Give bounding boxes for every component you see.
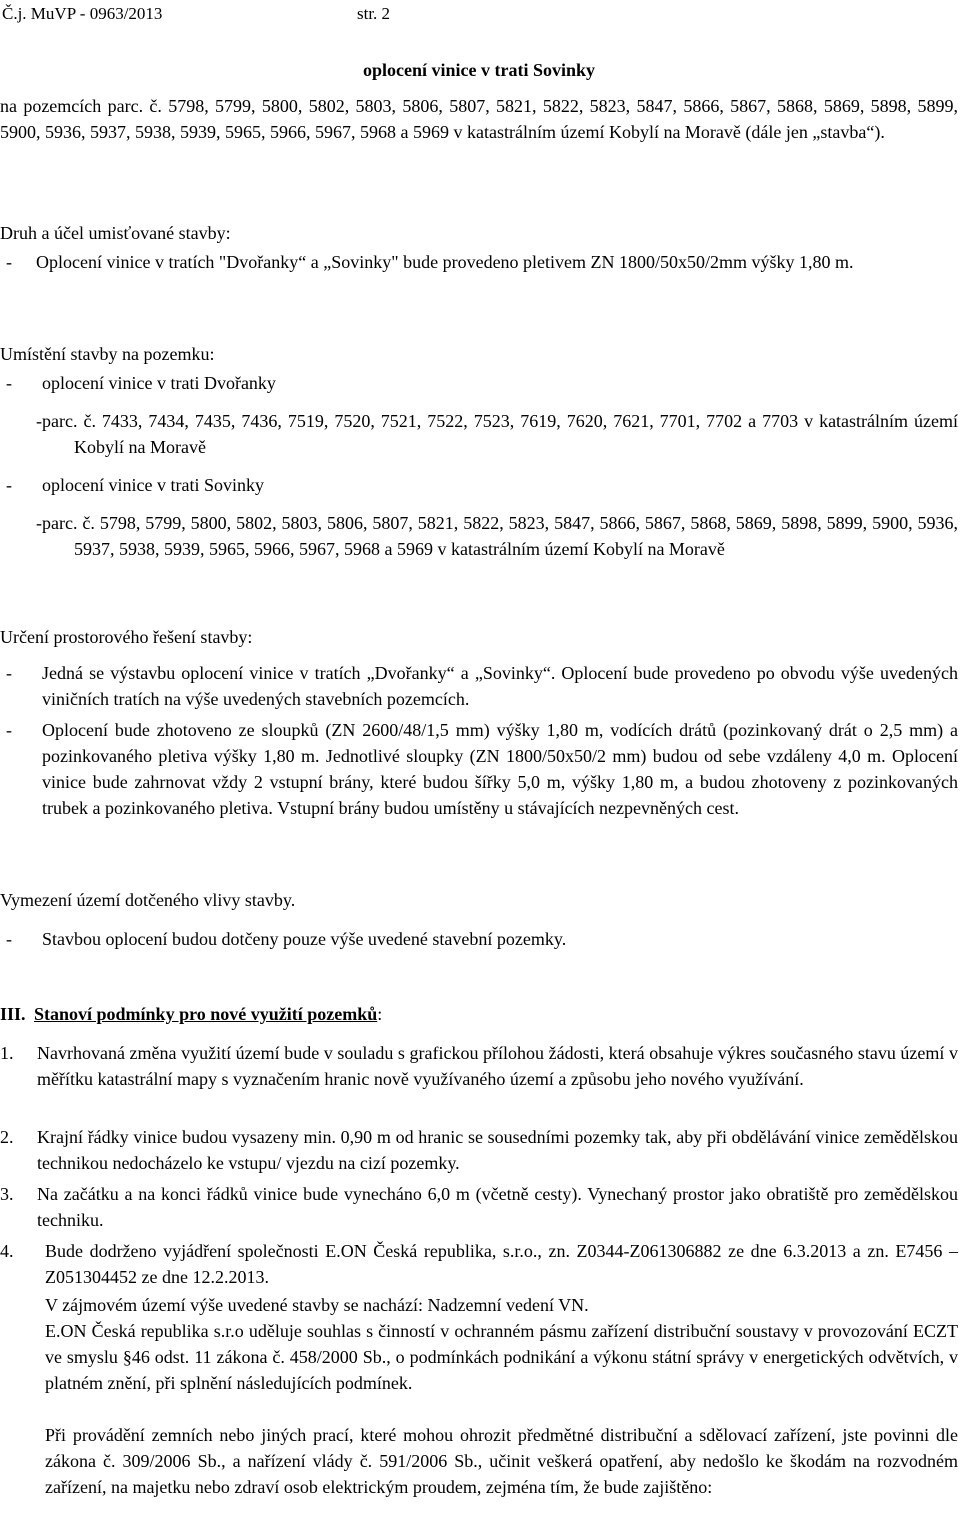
condition-number: 3. (0, 1184, 14, 1204)
condition-4-p1-text: V zájmovém území výše uvedené stavby se nachází: Nadzemní vedení VN. (45, 1295, 589, 1315)
umisteni-item-sovinky-text: oplocení vinice v trati Sovinky (42, 475, 264, 495)
condition-number: 1. (0, 1043, 14, 1063)
bullet-dash: - (6, 720, 12, 740)
urceni-item-2-text: Oplocení bude zhotoveno ze sloupků (ZN 2600/48/1,5 mm) výšky 1,80 m, vodících drátů (pozinkovaný drát o 2,5 mm) a pozinkovaného pletiva výšky 1,80 m. Jednotlivé sloupky (ZN 1800/50x50/2 mm) budou od sebe vzdáleny 4,0 m. Oplocení vinice bude zahrnovat vždy 2 vstupní brány, které budou šířky 5,0 m, výšky 1,80 m, a budou zhotoveny z pozinkovaných trubek a pozinkovaného pletiva. Vstupní brány budou umístěny u stávajících nezpevněných cest. (42, 720, 958, 818)
bullet-dash: - (6, 373, 12, 393)
reference-number: Č.j. MuVP - 0963/2013 (2, 4, 163, 23)
bullet-dash: - (6, 663, 12, 683)
condition-text: Na začátku a na konci řádků vinice bude vynecháno 6,0 m (včetně cesty). Vynechaný prostor jako obratiště pro zemědělskou techniku. (37, 1184, 958, 1230)
bullet-dash: - (6, 475, 12, 495)
druh-item-text: Oplocení vinice v tratích "Dvořanky“ a „Sovinky" bude provedeno pletivem ZN 1800/50x50/2mm výšky 1,80 m. (36, 252, 854, 272)
intro-paragraph: na pozemcích parc. č. 5798, 5799, 5800, 5802, 5803, 5806, 5807, 5821, 5822, 5823, 5847, 5866, 5867, 5868, 5869, 5898, 5899, 5900, 5936, 5937, 5938, 5939, 5965, 5966, 5967, 5968 a 5969 v katastrálním území Kobylí na Moravě (dále jen „stavba“). (0, 96, 958, 142)
condition-text: Krajní řádky vinice budou vysazeny min. 0,90 m od hranic se sousedními pozemky tak, aby při obdělávání vinice zemědělskou technikou nedocházelo ke vstupu/ vjezdu na cizí pozemky. (37, 1127, 958, 1173)
umisteni-sub-sovinky-text: parc. č. 5798, 5799, 5800, 5802, 5803, 5806, 5807, 5821, 5822, 5823, 5847, 5866, 5867, 5868, 5869, 5898, 5899, 5900, 5936, 5937, 5938, 5939, 5965, 5966, 5967, 5968 a 5969 v katastrálním území Kobylí na Moravě (42, 513, 958, 559)
condition-number: 2. (0, 1127, 14, 1147)
section-roman-numeral: III. (0, 1004, 26, 1024)
condition-number: 4. (0, 1241, 14, 1261)
bullet-dash: - (6, 929, 12, 949)
section-iii-colon: : (377, 1004, 383, 1024)
section-iii-title: Stanoví podmínky pro nové využití pozemků (34, 1004, 378, 1024)
condition-4-p2-text: E.ON Česká republika s.r.o uděluje souhlas s činností v ochranném pásmu zařízení distribuční soustavy v provozování ECZT ve smyslu §46 odst. 11 zákona č. 458/2000 Sb., o podmínkách podnikání a výkonu státní správy v energetických odvětvích, v platném znění, při splnění následujících podmínek. (45, 1321, 958, 1393)
bullet-dash: - (6, 252, 12, 272)
urceni-item-1-text: Jedná se výstavbu oplocení vinice v tratích „Dvořanky“ a „Sovinky“. Oplocení bude provedeno po obvodu výše uvedených viničních tratích na výše uvedených stavebních pozemcích. (42, 663, 958, 709)
page-header (2, 2, 960, 26)
bullet-dash: - (36, 411, 42, 431)
section-title: oplocení vinice v trati Sovinky (362, 60, 595, 80)
condition-text: Bude dodrženo vyjádření společnosti E.ON Česká republika, s.r.o., zn. Z0344-Z061306882 ze dne 6.3.2013 a zn. E7456 – Z051304452 ze dne 12.2.2013. (45, 1241, 958, 1287)
druh-heading: Druh a účel umisťované stavby: (0, 223, 231, 243)
umisteni-item-dvorany-text: oplocení vinice v trati Dvořanky (42, 373, 276, 393)
condition-text: Navrhovaná změna využití území bude v souladu s grafickou přílohou žádosti, která obsahuje výkres současného stavu území v měřítku katastrální mapy s vyznačením hranic nově využívaného území a způsobu jeho nového využívání. (37, 1043, 958, 1089)
bullet-dash: - (36, 513, 42, 533)
condition-4-p3-text: Při provádění zemních nebo jiných prací, které mohou ohrozit předmětné distribuční a sdělovací zařízení, jste povinni dle zákona č. 309/2006 Sb., a nařízení vlády č. 591/2006 Sb., učinit veškerá opatření, aby nedošlo ke škodám na rozvodném zařízení, na majetku nebo zdraví osob elektrickým proudem, zejména tím, že bude zajištěno: (45, 1425, 958, 1497)
urceni-heading: Určení prostorového řešení stavby: (0, 627, 253, 647)
page-number: str. 2 (357, 4, 391, 23)
vymezeni-item-text: Stavbou oplocení budou dotčeny pouze výše uvedené stavební pozemky. (42, 929, 567, 949)
umisteni-sub-dvorany-text: parc. č. 7433, 7434, 7435, 7436, 7519, 7520, 7521, 7522, 7523, 7619, 7620, 7621, 7701, 7702 a 7703 v katastrálním území Kobylí na Moravě (42, 411, 958, 457)
section-iii-heading (0, 1001, 958, 1027)
umisteni-heading: Umístění stavby na pozemku: (0, 344, 215, 364)
vymezeni-heading: Vymezení území dotčeného vlivy stavby. (0, 890, 296, 910)
